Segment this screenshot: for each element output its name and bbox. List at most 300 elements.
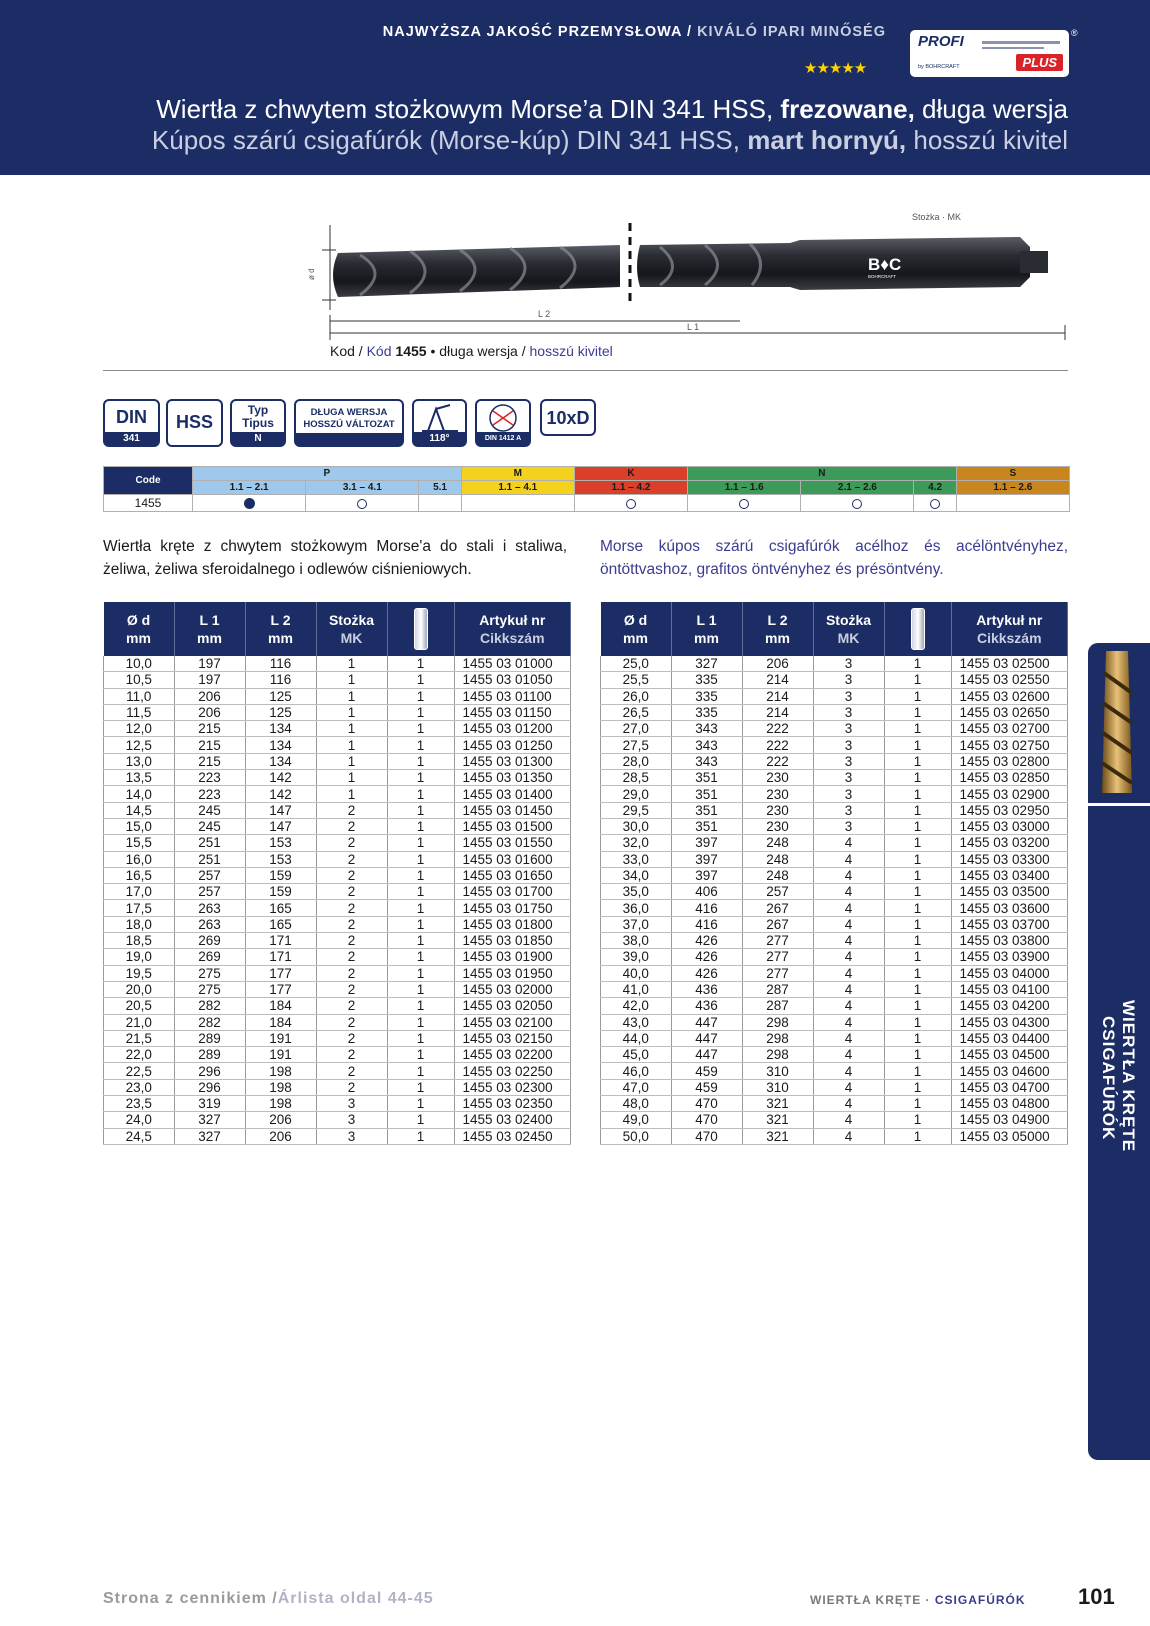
cell-article: 1455 03 02350	[454, 1096, 571, 1112]
cell-taper: 2	[316, 933, 387, 949]
table-row	[601, 884, 1068, 900]
drill-brand-sub: BOHRCRAFT	[868, 274, 896, 279]
cell-taper: 3	[316, 1128, 387, 1144]
cell-l2: 321	[742, 1112, 813, 1128]
cell-l2: 191	[245, 1030, 316, 1046]
cell-taper: 4	[813, 933, 884, 949]
cell-article: 1455 03 02700	[951, 721, 1068, 737]
cell-l1: 343	[671, 737, 742, 753]
rating-stars: ★★★★★	[804, 60, 867, 77]
cell-l2: 198	[245, 1063, 316, 1079]
cell-pack: 1	[387, 884, 454, 900]
cell-l1: 351	[671, 770, 742, 786]
suitability-cell	[574, 495, 687, 512]
cell-pack: 1	[387, 704, 454, 720]
cell-pack: 1	[387, 867, 454, 883]
range: 1.1 – 1.6	[688, 481, 801, 495]
cell-pack: 1	[884, 688, 951, 704]
cell-l2: 116	[245, 656, 316, 672]
table-row	[601, 1014, 1068, 1030]
cell-l1: 215	[174, 721, 245, 737]
taper-label: Stożka · MK	[912, 212, 962, 222]
table-row	[601, 1063, 1068, 1079]
cell-l1: 436	[671, 998, 742, 1014]
cell-taper: 4	[813, 1063, 884, 1079]
suitability-cell	[801, 495, 914, 512]
cell-pack: 1	[884, 835, 951, 851]
table-row	[601, 900, 1068, 916]
cell-l2: 248	[742, 867, 813, 883]
cell-taper: 4	[813, 851, 884, 867]
suitability-ring-icon	[357, 499, 367, 509]
cell-l1: 397	[671, 867, 742, 883]
angle-118-icon: 118°	[412, 399, 467, 447]
cell-taper: 2	[316, 916, 387, 932]
cell-l2: 206	[742, 656, 813, 672]
cell-article: 1455 03 01700	[454, 884, 571, 900]
table-row	[601, 802, 1068, 818]
cell-article: 1455 03 01350	[454, 770, 571, 786]
table-row	[104, 1014, 571, 1030]
cell-l1: 447	[671, 1047, 742, 1063]
cell-l2: 177	[245, 965, 316, 981]
col-l2: L 2 mm	[742, 602, 813, 656]
cell-l2: 310	[742, 1063, 813, 1079]
table-row	[104, 1096, 571, 1112]
cell-pack: 1	[884, 916, 951, 932]
cell-l1: 426	[671, 933, 742, 949]
cell-l1: 470	[671, 1128, 742, 1144]
cell-article: 1455 03 03400	[951, 867, 1068, 883]
cell-l2: 134	[245, 753, 316, 769]
table-row	[104, 949, 571, 965]
cell-article: 1455 03 02450	[454, 1128, 571, 1144]
cell-article: 1455 03 04700	[951, 1079, 1068, 1095]
cell-taper: 3	[813, 737, 884, 753]
table-row	[601, 737, 1068, 753]
table-row	[601, 1047, 1068, 1063]
cell-pack: 1	[387, 900, 454, 916]
table-row	[601, 704, 1068, 720]
cell-l2: 230	[742, 818, 813, 834]
table-row	[601, 672, 1068, 688]
cell-l1: 406	[671, 884, 742, 900]
cell-taper: 3	[316, 1112, 387, 1128]
range: 1.1 – 4.1	[461, 481, 574, 495]
cell-pack: 1	[884, 965, 951, 981]
cell-article: 1455 03 02250	[454, 1063, 571, 1079]
cell-taper: 2	[316, 900, 387, 916]
suitability-cell	[419, 495, 461, 512]
cell-article: 1455 03 01500	[454, 818, 571, 834]
cell-article: 1455 03 03900	[951, 949, 1068, 965]
cell-pack: 1	[884, 1063, 951, 1079]
cell-l2: 191	[245, 1047, 316, 1063]
cell-l1: 470	[671, 1096, 742, 1112]
table-row	[601, 1128, 1068, 1144]
diameter-label: ø d	[307, 268, 316, 280]
cell-taper: 3	[813, 753, 884, 769]
hss-icon: HSS	[166, 399, 223, 447]
cell-l2: 287	[742, 981, 813, 997]
cell-pack: 1	[387, 949, 454, 965]
suitability-ring-icon	[739, 499, 749, 509]
cell-taper: 2	[316, 851, 387, 867]
cell-taper: 3	[813, 656, 884, 672]
table-row	[104, 737, 571, 753]
cell-pack: 1	[884, 949, 951, 965]
cell-article: 1455 03 04600	[951, 1063, 1068, 1079]
cell-l2: 321	[742, 1096, 813, 1112]
cell-taper: 1	[316, 672, 387, 688]
cell-pack: 1	[884, 818, 951, 834]
cell-l2: 125	[245, 704, 316, 720]
cell-article: 1455 03 02850	[951, 770, 1068, 786]
cell-taper: 2	[316, 1079, 387, 1095]
range: 1.1 – 4.2	[574, 481, 687, 495]
cell-diameter: 39,0	[601, 949, 672, 965]
page-title-pl: Wiertła z chwytem stożkowym Morse’a DIN 341 HSS, frezowane, długa wersja	[156, 94, 1068, 124]
cell-l2: 248	[742, 835, 813, 851]
cell-article: 1455 03 01250	[454, 737, 571, 753]
table-row	[104, 835, 571, 851]
cell-taper: 4	[813, 916, 884, 932]
cell-taper: 2	[316, 965, 387, 981]
cell-article: 1455 03 02900	[951, 786, 1068, 802]
cell-l2: 171	[245, 933, 316, 949]
cell-l1: 327	[671, 656, 742, 672]
cell-pack: 1	[884, 1096, 951, 1112]
l1-label: L 1	[687, 322, 700, 332]
type-n-icon: Typ Tipus N	[230, 399, 286, 447]
cell-l1: 426	[671, 965, 742, 981]
table-row	[104, 818, 571, 834]
col-diameter: Ø d mm	[601, 602, 672, 656]
cell-diameter: 16,0	[104, 851, 175, 867]
range: 3.1 – 4.1	[306, 481, 419, 495]
cell-taper: 2	[316, 981, 387, 997]
cell-l2: 184	[245, 1014, 316, 1030]
cell-article: 1455 03 03600	[951, 900, 1068, 916]
cell-l1: 282	[174, 1014, 245, 1030]
cell-l1: 257	[174, 867, 245, 883]
cell-l2: 222	[742, 721, 813, 737]
cell-taper: 2	[316, 835, 387, 851]
cell-article: 1455 03 04500	[951, 1047, 1068, 1063]
cell-l2: 159	[245, 884, 316, 900]
table-row	[601, 786, 1068, 802]
col-l1: L 1 mm	[174, 602, 245, 656]
suitability-cell	[914, 495, 956, 512]
cell-l2: 287	[742, 998, 813, 1014]
cell-l2: 198	[245, 1079, 316, 1095]
cell-pack: 1	[884, 1047, 951, 1063]
cell-diameter: 38,0	[601, 933, 672, 949]
cell-l1: 275	[174, 965, 245, 981]
cell-l2: 214	[742, 672, 813, 688]
cell-l2: 267	[742, 900, 813, 916]
table-row	[104, 900, 571, 916]
cell-diameter: 19,0	[104, 949, 175, 965]
range: 2.1 – 2.6	[801, 481, 914, 495]
table-row	[601, 949, 1068, 965]
cell-taper: 1	[316, 721, 387, 737]
table-row	[601, 1079, 1068, 1095]
cell-diameter: 22,5	[104, 1063, 175, 1079]
cell-taper: 1	[316, 704, 387, 720]
cell-taper: 1	[316, 737, 387, 753]
cell-article: 1455 03 05000	[951, 1128, 1068, 1144]
cell-taper: 4	[813, 965, 884, 981]
cell-diameter: 10,5	[104, 672, 175, 688]
cell-taper: 1	[316, 656, 387, 672]
table-row	[601, 933, 1068, 949]
price-list-ref: Strona z cennikiem /Árlista oldal 44-45	[103, 1590, 434, 1607]
cell-pack: 1	[387, 835, 454, 851]
cell-diameter: 49,0	[601, 1112, 672, 1128]
cell-l2: 134	[245, 721, 316, 737]
suitability-ring-icon	[930, 499, 940, 509]
cell-diameter: 24,5	[104, 1128, 175, 1144]
cell-article: 1455 03 04000	[951, 965, 1068, 981]
table-row	[104, 1030, 571, 1046]
cell-diameter: 13,5	[104, 770, 175, 786]
cell-pack: 1	[884, 786, 951, 802]
table-row	[104, 753, 571, 769]
side-label-hu: CSIGAFÚRÓK	[1099, 1016, 1118, 1141]
point-din1412-icon: DIN 1412 A	[475, 399, 531, 447]
cell-pack: 1	[387, 753, 454, 769]
cell-l1: 275	[174, 981, 245, 997]
cell-l1: 215	[174, 737, 245, 753]
cell-l1: 351	[671, 802, 742, 818]
cell-pack: 1	[387, 1030, 454, 1046]
cell-l1: 436	[671, 981, 742, 997]
cell-l2: 310	[742, 1079, 813, 1095]
group-s: S	[956, 467, 1069, 481]
table-row	[601, 965, 1068, 981]
cell-l1: 289	[174, 1030, 245, 1046]
suitability-cell	[461, 495, 574, 512]
cell-pack: 1	[387, 1079, 454, 1095]
cell-pack: 1	[884, 1079, 951, 1095]
cell-pack: 1	[387, 802, 454, 818]
cell-pack: 1	[387, 851, 454, 867]
cell-l1: 263	[174, 900, 245, 916]
description-pl: Wiertła kręte z chwytem stożkowym Morse'a do stali i staliwa, żeliwa, żeliwa sferoidalnego i odlewów ciśnieniowych.	[103, 538, 567, 578]
cell-article: 1455 03 02100	[454, 1014, 571, 1030]
cell-taper: 3	[813, 818, 884, 834]
cell-pack: 1	[387, 981, 454, 997]
suitability-cell	[193, 495, 306, 512]
table-row	[104, 770, 571, 786]
cell-taper: 1	[316, 753, 387, 769]
cell-pack: 1	[884, 1014, 951, 1030]
cell-article: 1455 03 02550	[951, 672, 1068, 688]
cell-diameter: 17,0	[104, 884, 175, 900]
cell-article: 1455 03 01450	[454, 802, 571, 818]
cell-taper: 1	[316, 770, 387, 786]
cell-diameter: 25,5	[601, 672, 672, 688]
table-row	[601, 867, 1068, 883]
cell-article: 1455 03 02600	[951, 688, 1068, 704]
cell-taper: 2	[316, 818, 387, 834]
cell-pack: 1	[884, 900, 951, 916]
cell-taper: 3	[813, 786, 884, 802]
table-row	[601, 753, 1068, 769]
cell-pack: 1	[884, 867, 951, 883]
cell-l1: 251	[174, 835, 245, 851]
cell-l1: 416	[671, 916, 742, 932]
col-taper: Stożka MK	[813, 602, 884, 656]
table-row	[601, 851, 1068, 867]
cell-l2: 206	[245, 1128, 316, 1144]
product-caption: Kod / Kód 1455 • długa wersja / hosszú kivitel	[330, 343, 613, 359]
cell-diameter: 21,0	[104, 1014, 175, 1030]
cell-l1: 397	[671, 851, 742, 867]
cell-article: 1455 03 03300	[951, 851, 1068, 867]
cell-l1: 343	[671, 753, 742, 769]
cell-l2: 125	[245, 688, 316, 704]
cell-diameter: 20,0	[104, 981, 175, 997]
cell-article: 1455 03 04300	[951, 1014, 1068, 1030]
cell-l1: 223	[174, 786, 245, 802]
cell-l1: 263	[174, 916, 245, 932]
group-p: P	[193, 467, 462, 481]
tagline: NAJWYŻSZA JAKOŚĆ PRZEMYSŁOWA / KIVÁLÓ IPARI MINŐSÉG	[382, 24, 886, 40]
cell-l2: 222	[742, 737, 813, 753]
cell-l1: 343	[671, 721, 742, 737]
cell-taper: 4	[813, 949, 884, 965]
cell-diameter: 23,5	[104, 1096, 175, 1112]
cell-diameter: 10,0	[104, 656, 175, 672]
cell-l1: 351	[671, 786, 742, 802]
cell-l2: 142	[245, 786, 316, 802]
side-drill-image	[1088, 643, 1150, 803]
cell-l2: 248	[742, 851, 813, 867]
table-row	[601, 998, 1068, 1014]
cell-l1: 351	[671, 818, 742, 834]
drill-shank	[637, 237, 1030, 290]
cell-pack: 1	[387, 721, 454, 737]
cell-diameter: 14,5	[104, 802, 175, 818]
cell-l2: 230	[742, 786, 813, 802]
suitability-cell	[306, 495, 419, 512]
cell-taper: 4	[813, 1112, 884, 1128]
cell-taper: 4	[813, 1096, 884, 1112]
col-pack	[884, 602, 951, 656]
footer-section: WIERTŁA KRĘTE · CSIGAFÚRÓK	[810, 1593, 1026, 1607]
cell-article: 1455 03 01000	[454, 656, 571, 672]
cell-diameter: 28,0	[601, 753, 672, 769]
cell-taper: 4	[813, 1079, 884, 1095]
cell-l1: 335	[671, 688, 742, 704]
cell-article: 1455 03 02400	[454, 1112, 571, 1128]
cell-pack: 1	[387, 1047, 454, 1063]
cell-diameter: 45,0	[601, 1047, 672, 1063]
cell-diameter: 41,0	[601, 981, 672, 997]
cell-l2: 298	[742, 1030, 813, 1046]
cell-diameter: 20,5	[104, 998, 175, 1014]
table-row	[601, 1112, 1068, 1128]
cell-l2: 230	[742, 802, 813, 818]
table-row	[104, 721, 571, 737]
cell-l1: 197	[174, 672, 245, 688]
cell-pack: 1	[387, 1112, 454, 1128]
drill-drawing	[300, 195, 1080, 365]
suitability-ring-icon	[852, 499, 862, 509]
cell-diameter: 21,5	[104, 1030, 175, 1046]
suitability-cell	[956, 495, 1069, 512]
cell-diameter: 26,0	[601, 688, 672, 704]
cell-article: 1455 03 04800	[951, 1096, 1068, 1112]
cell-taper: 3	[813, 721, 884, 737]
cell-l1: 257	[174, 884, 245, 900]
cell-taper: 4	[813, 835, 884, 851]
cell-l1: 416	[671, 900, 742, 916]
code-header: Code	[104, 467, 193, 495]
cell-diameter: 22,0	[104, 1047, 175, 1063]
suitability-dot-icon	[244, 498, 255, 509]
cell-l1: 206	[174, 704, 245, 720]
cell-l2: 277	[742, 933, 813, 949]
cell-pack: 1	[884, 933, 951, 949]
cell-diameter: 34,0	[601, 867, 672, 883]
cell-l1: 296	[174, 1063, 245, 1079]
cell-diameter: 11,0	[104, 688, 175, 704]
long-version-icon: DŁUGA WERSJA HOSSZÚ VÁLTOZAT	[294, 399, 404, 447]
cell-l2: 184	[245, 998, 316, 1014]
cell-l2: 222	[742, 753, 813, 769]
cell-taper: 2	[316, 884, 387, 900]
cell-article: 1455 03 01150	[454, 704, 571, 720]
cell-pack: 1	[387, 916, 454, 932]
cell-pack: 1	[387, 1063, 454, 1079]
cell-diameter: 42,0	[601, 998, 672, 1014]
group-m: M	[461, 467, 574, 481]
cell-article: 1455 03 02150	[454, 1030, 571, 1046]
material-table	[103, 466, 1070, 512]
cell-article: 1455 03 04900	[951, 1112, 1068, 1128]
table-row	[104, 851, 571, 867]
table-row	[104, 786, 571, 802]
cell-article: 1455 03 02950	[951, 802, 1068, 818]
description-hu: Morse kúpos szárú csigafúrók acélhoz és acélöntvényhez, öntöttvashoz, grafitos öntvényhez és présöntvény.	[600, 538, 1068, 578]
cell-pack: 1	[387, 965, 454, 981]
cell-diameter: 28,5	[601, 770, 672, 786]
cell-diameter: 25,0	[601, 656, 672, 672]
cell-pack: 1	[884, 802, 951, 818]
cell-pack: 1	[884, 704, 951, 720]
range: 1.1 – 2.1	[193, 481, 306, 495]
table-row	[104, 1128, 571, 1144]
cell-diameter: 14,0	[104, 786, 175, 802]
cell-l2: 171	[245, 949, 316, 965]
cell-taper: 4	[813, 998, 884, 1014]
table-row	[104, 916, 571, 932]
cell-article: 1455 03 01200	[454, 721, 571, 737]
table-row	[104, 672, 571, 688]
cell-taper: 4	[813, 1014, 884, 1030]
table-row	[601, 1096, 1068, 1112]
cell-diameter: 30,0	[601, 818, 672, 834]
table-row	[601, 656, 1068, 672]
cell-article: 1455 03 01400	[454, 786, 571, 802]
cell-l1: 447	[671, 1014, 742, 1030]
cell-taper: 2	[316, 998, 387, 1014]
cell-pack: 1	[884, 672, 951, 688]
table-row	[601, 835, 1068, 851]
